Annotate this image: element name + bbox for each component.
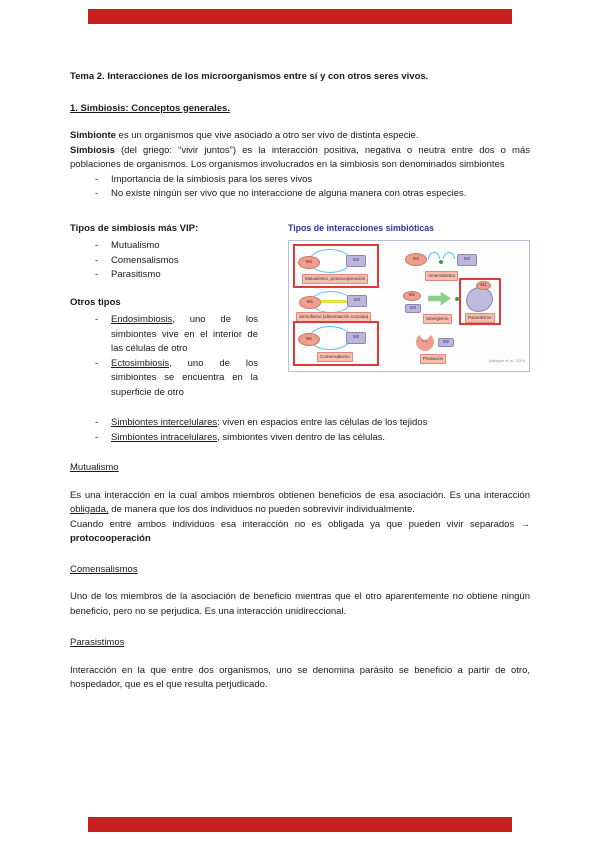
bullet-dash: - <box>95 240 99 251</box>
figure-title: Tipos de interacciones simbióticas <box>288 222 435 233</box>
panel-label-sintrofismo: Sintrofismo (alimentación cruzada) <box>296 312 371 322</box>
bullet-dash: - <box>95 417 99 428</box>
list-item-importancia <box>70 173 530 188</box>
panel-label-comensalismo: Comensalismo <box>317 352 353 362</box>
organism-m2-chip <box>346 332 366 344</box>
list-item-mutualismo <box>70 239 258 254</box>
metabolite-dot-icon <box>439 260 443 264</box>
bullet-dash: - <box>95 188 99 199</box>
list-item-parasitismo <box>70 268 258 283</box>
list-item-text: Mutualismo <box>111 240 160 251</box>
organism-m2-chip <box>347 295 367 307</box>
organism-m2-chip <box>457 254 477 266</box>
paragraph-mutualismo-1 <box>70 489 530 518</box>
redaction-bar-bottom <box>88 817 512 832</box>
list-item-endosimbiosis <box>70 313 258 357</box>
term-protocooperacion: protocooperación <box>70 533 151 544</box>
list-item-text <box>111 313 258 357</box>
list-item-text <box>111 416 530 431</box>
list-item-text: Parasitismo <box>111 269 161 280</box>
page-title: Tema 2. Interacciones de los microorganismos entre sí y con otros seres vivos. <box>70 71 429 82</box>
bullet-dash: - <box>95 254 99 266</box>
two-column-section <box>70 222 530 401</box>
text-intracelulares: , simbiontes viven dentro de las células. <box>217 431 386 443</box>
organism-m1-chip <box>405 253 427 266</box>
m2-label: M2 <box>352 257 360 263</box>
paragraph-parasistimos: Interacción en la que entre dos organismos, uno se denomina parásito se beneficio a partir de otro, hospedador, que es el que resulta perjudicado. <box>70 664 530 690</box>
figure-citation: Madigan et al., 2019 <box>488 358 525 363</box>
bullet-dash: - <box>95 357 99 369</box>
organism-m1-chip <box>403 291 421 301</box>
term-intercelulares: Simbiontes intercelulares <box>111 417 218 428</box>
panel-label-amensalismo: Amensalismo <box>425 271 458 281</box>
list-item-text <box>111 431 530 446</box>
organism-m1-chip <box>298 256 320 269</box>
list-item-text: Importancia de la simbiosis para los seres vivos <box>111 173 313 185</box>
pacman-predator-icon <box>416 333 434 351</box>
m1-label: M1 <box>412 255 420 261</box>
m1-label: M1 <box>422 338 428 344</box>
text-mutualismo: Es una interacción en la cual ambos miembros obtienen beneficios de esa asociación. Es una interacción <box>70 489 530 501</box>
document-content <box>70 70 530 693</box>
left-column <box>70 222 258 401</box>
bullet-dash: - <box>95 314 99 325</box>
panel-label-mutualismo: Mutualismo, protocooperación <box>302 274 368 284</box>
text-simbiosis: (del griego: “vivir juntos”) es la interacción positiva, negativa o neutra entre dos o más poblaciones de organismos. Los organismos involucrados en la simbiosis son denominados simbiontes <box>70 144 530 170</box>
section-heading-simbiosis: 1. Simbiosis: Conceptos generales. <box>70 102 230 114</box>
paragraph-simbiosis <box>70 144 530 173</box>
symbiosis-diagram <box>288 240 530 372</box>
term-simbiosis: Simbiosis <box>70 144 115 156</box>
bullet-dash: - <box>95 173 99 185</box>
term-intracelulares: Simbiontes intracelulares <box>111 431 218 443</box>
list-item-intracelulares <box>70 431 530 446</box>
organism-m1-chip <box>298 333 320 346</box>
m1-label: M1 <box>480 281 487 287</box>
list-item-text: No existe ningún ser vivo que no interaccione de alguna manera con otras especies. <box>111 188 467 199</box>
term-ectosimbiosis: Ectosimbiosis <box>111 357 170 369</box>
curved-arrow-icon <box>428 252 440 259</box>
m1-label: M1 <box>305 258 313 264</box>
heading-otros-tipos: Otros tipos <box>70 296 121 308</box>
panel-label-predacion: Predación <box>420 354 446 364</box>
heading-tipos-vip: Tipos de simbiosis más VIP: <box>70 222 199 234</box>
list-item-comensalismos <box>70 254 258 269</box>
paragraph-simbionte <box>70 129 530 144</box>
organism-m2-chip <box>346 255 366 267</box>
paragraph-mutualismo-2 <box>70 518 530 547</box>
redaction-bar-top <box>88 9 512 24</box>
figure-column <box>288 222 530 401</box>
m2-label: M2 <box>352 334 360 340</box>
m2-label: M2 <box>409 304 417 310</box>
text-intercelulares: : viven en espacios entre las células de los tejidos <box>217 417 428 428</box>
curved-arrow-icon <box>443 252 455 259</box>
term-simbionte: Simbionte <box>70 130 116 141</box>
organism-m1-chip <box>299 296 321 309</box>
bullet-dash: - <box>95 269 99 280</box>
green-arrow-icon <box>428 292 451 306</box>
organism-m2-chip <box>438 338 454 347</box>
heading-mutualismo: Mutualismo <box>70 462 119 473</box>
text-endosimbiosis: , uno de los simbiontes vive en el interior de las células de otro <box>111 314 258 354</box>
text-ectosimbiosis: , uno de los simbiontes se encuentra en la superficie de otro <box>111 357 258 398</box>
bullet-dash: - <box>95 431 99 443</box>
list-item-text <box>111 357 258 401</box>
paragraph-comensalismos: Uno de los miembros de la asociación de beneficio mientras que el otro aparentemente no obtiene ningún beneficio, pero no se perjudica. Es una interacción unidireccional. <box>70 591 530 617</box>
panel-label-sinergismo: Sinergismo <box>423 314 452 324</box>
text-simbionte: es un organismos que vive asociado a otro ser vivo de distinta especie. <box>115 130 419 141</box>
m1-label: M1 <box>305 335 313 341</box>
heading-comensalismos: Comensalismos <box>70 563 138 575</box>
term-obligada: obligada, <box>70 504 109 515</box>
panel-label-parasitismo: Parasitismo <box>465 313 495 323</box>
list-item-intercelulares <box>70 416 530 431</box>
m1-label: M1 <box>408 292 416 298</box>
text-mutualismo: de manera que los dos individuos no pueden sobrevivir individualmente. <box>108 504 415 515</box>
m2-label: M2 <box>442 338 450 344</box>
list-item-ectosimbiosis <box>70 357 258 401</box>
m2-label: M2 <box>463 256 471 262</box>
organism-m2-chip <box>405 304 421 313</box>
term-endosimbiosis: Endosimbiosis <box>111 314 173 325</box>
m1-label: M1 <box>306 298 314 304</box>
list-item-no-existe <box>70 187 530 202</box>
m2-label: M2 <box>353 297 361 303</box>
yellow-link-icon <box>319 300 349 303</box>
organism-m1-chip <box>476 281 491 290</box>
list-item-text: Comensalismos <box>111 254 179 266</box>
heading-parasistimos: Parasistimos <box>70 637 125 648</box>
text-protocooperacion: Cuando entre ambos individuos esa interacción no es obligada ya que pueden vivir separados → <box>70 518 530 530</box>
